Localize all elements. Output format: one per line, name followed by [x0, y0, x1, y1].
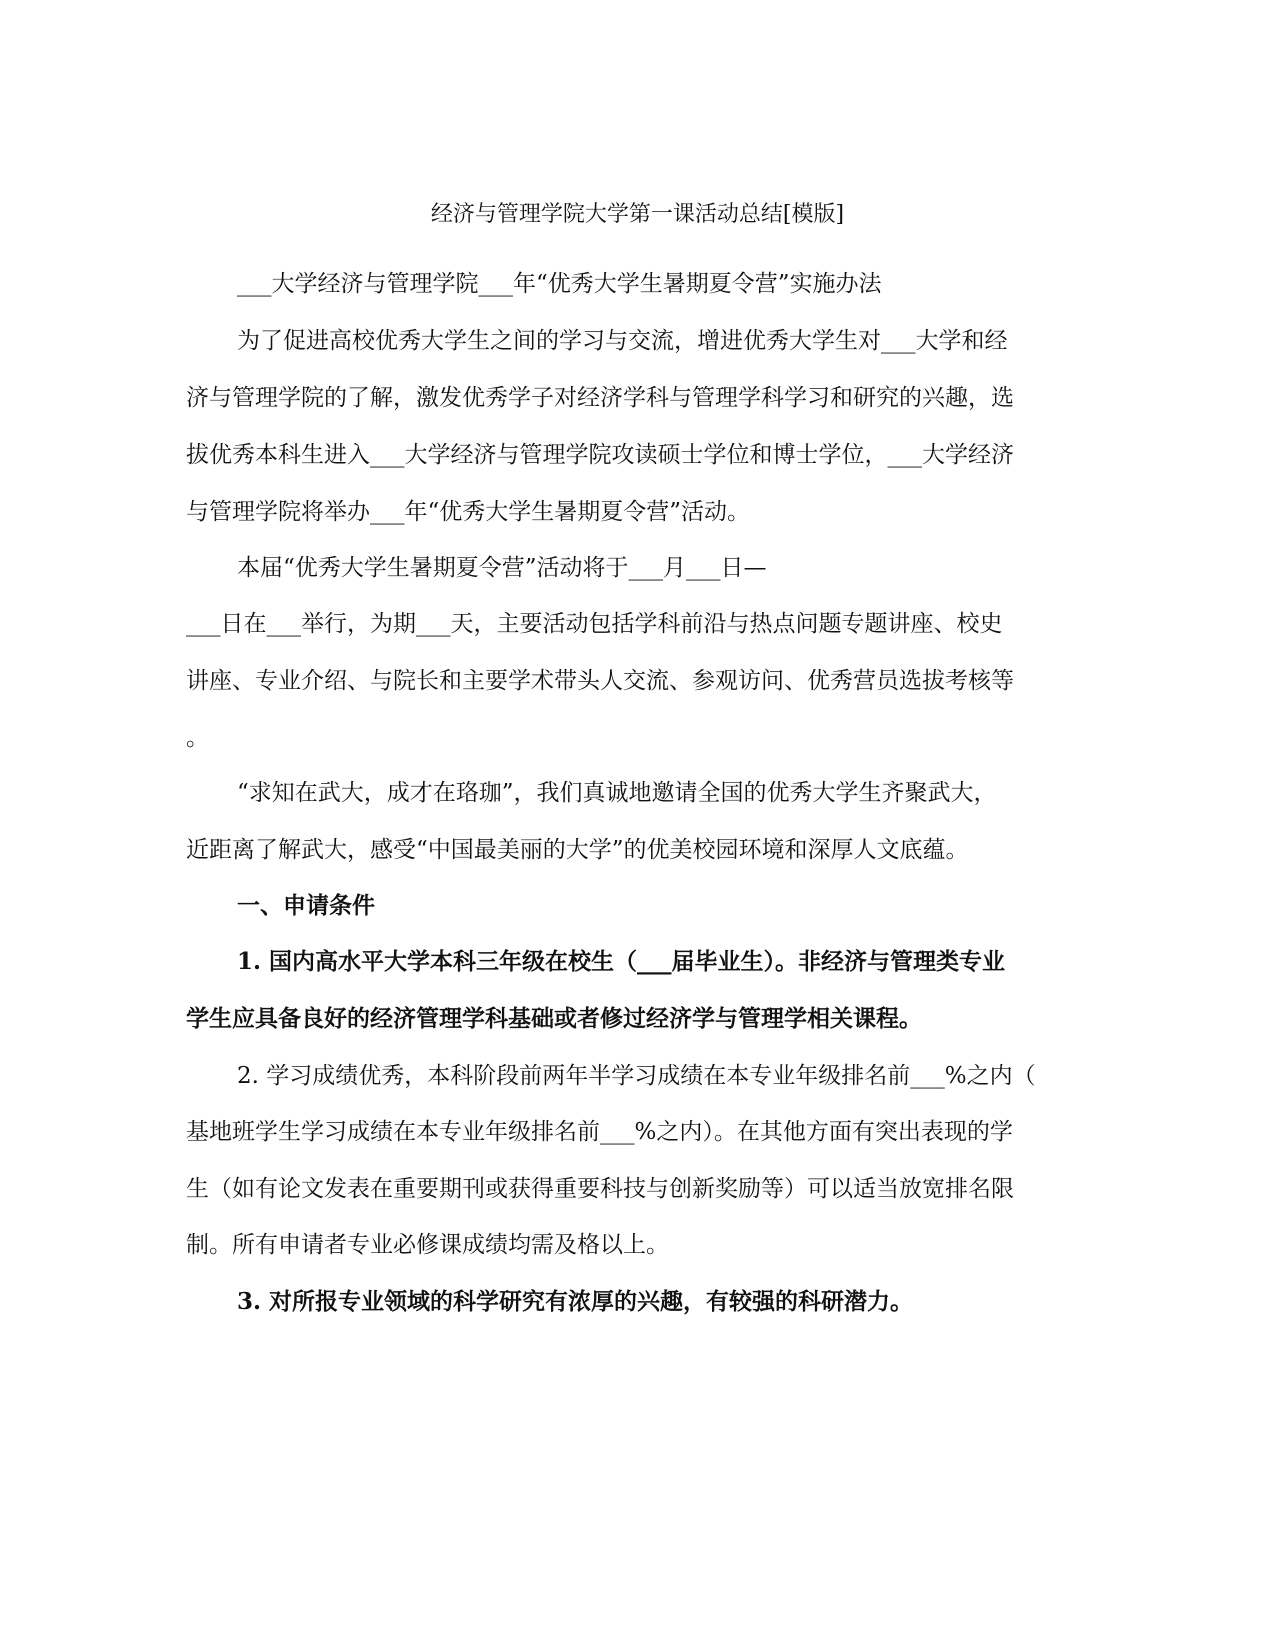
paragraph-line: ___日在___举行，为期___天，主要活动包括学科前沿与热点问题专题讲座、校史: [186, 611, 1003, 637]
subtitle: ___大学经济与管理学院___年“优秀大学生暑期夏令营”实施办法: [237, 271, 882, 297]
paragraph-line: 。: [186, 725, 209, 751]
document-title: 经济与管理学院大学第一课活动总结[模版]: [430, 202, 845, 227]
paragraph-line: 为了促进高校优秀大学生之间的学习与交流，增进优秀大学生对___大学和经: [237, 328, 1008, 354]
list-item-line: 制。所有申请者专业必修课成绩均需及格以上。: [186, 1232, 669, 1258]
list-item-line: 3. 对所报专业领域的科学研究有浓厚的兴趣，有较强的科研潜力。: [237, 1288, 914, 1315]
paragraph-line: 济与管理学院的了解，激发优秀学子对经济学科与管理学科学习和研究的兴趣，选: [186, 385, 1014, 411]
paragraph-line: 本届“优秀大学生暑期夏令营”活动将于___月___日—: [237, 555, 767, 581]
section-heading: 一、申请条件: [237, 892, 375, 919]
list-item-line: 学生应具备良好的经济管理学科基础或者修过经济学与管理学相关课程。: [186, 1005, 922, 1032]
paragraph-line: 近距离了解武大，感受“中国最美丽的大学”的优美校园环境和深厚人文底蕴。: [186, 837, 969, 863]
list-item-line: 基地班学生学习成绩在本专业年级排名前___%之内）。在其他方面有突出表现的学: [186, 1119, 1013, 1145]
list-item-line: 1. 国内高水平大学本科三年级在校生（___届毕业生）。非经济与管理类专业: [237, 948, 1006, 975]
list-item-line: 2. 学习成绩优秀，本科阶段前两年半学习成绩在本专业年级排名前___%之内（: [237, 1063, 1036, 1089]
paragraph-line: 与管理学院将举办___年“优秀大学生暑期夏令营”活动。: [186, 499, 751, 525]
paragraph-line: 拔优秀本科生进入___大学经济与管理学院攻读硕士学位和博士学位，___大学经济: [186, 442, 1014, 468]
paragraph-line: 讲座、专业介绍、与院长和主要学术带头人交流、参观访问、优秀营员选拔考核等: [186, 668, 1014, 694]
list-item-line: 生（如有论文发表在重要期刊或获得重要科技与创新奖励等）可以适当放宽排名限: [186, 1176, 1014, 1202]
paragraph-line: “求知在武大，成才在珞珈”，我们真诚地邀请全国的优秀大学生齐聚武大，: [237, 780, 997, 806]
